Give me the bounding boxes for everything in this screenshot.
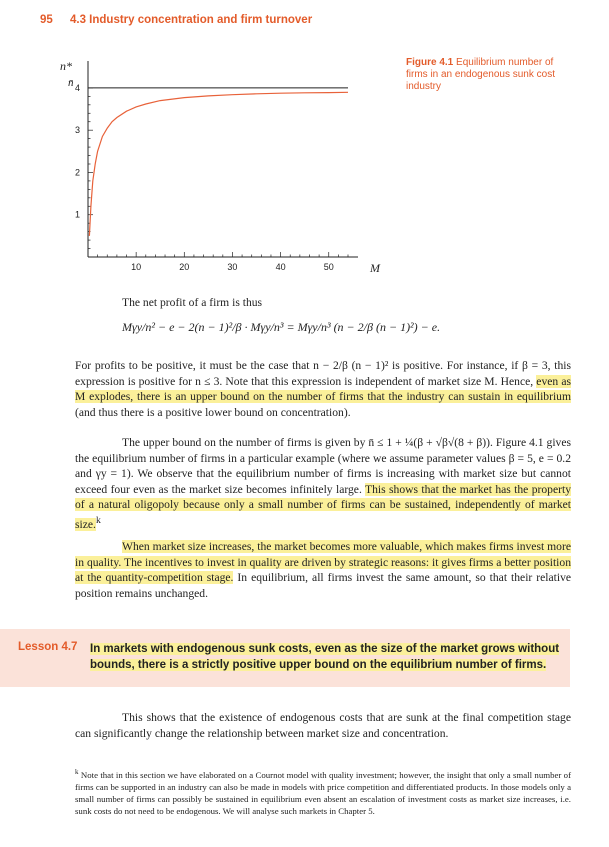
x-axis-label: M	[370, 261, 380, 275]
equilibrium-chart	[55, 56, 395, 278]
intro-paragraph	[75, 295, 571, 311]
intro-text: The net profit of a firm is thus	[122, 296, 263, 309]
y-tick-label: 1	[74, 209, 80, 220]
figure-label: Figure 4.1	[406, 57, 454, 68]
paragraph-4	[75, 710, 571, 741]
p1-text-a: For profits to be positive, it must be the case that n − 2/β (n − 1)² is positive. For instance, if β = 3, this expression is positive for n ≤ 3. Note that this expression is independent of market size M. Hence,	[75, 359, 571, 388]
chart-axes	[60, 59, 381, 275]
footnote-marker: k	[95, 514, 101, 526]
x-tick-label: 20	[179, 262, 190, 272]
x-tick-label: 50	[323, 262, 334, 272]
p1-highlight: even as M explodes, there is an upper bound on the number of firms that the industry can sustain in equilibrium	[75, 374, 571, 404]
chart-marks	[88, 88, 348, 236]
p2-highlight: This shows that the market has the property of a natural oligopoly because only a small number of firms can be sustained, independently of market size.	[75, 482, 571, 531]
paragraph-3	[75, 539, 571, 601]
y-tick-label: 3	[74, 125, 80, 136]
p2-text-a: The upper bound on the number of firms is given by n̄ ≤ 1 + ¼(β + √β√(8 + β)). Figure 4.1 gives the equilibrium number of firms in a particular example (where we assume parameter values β = 5, e = 0.2 and γy = 1). We observe that the equilibrium number of firms is increasing with market size but cannot exceed four even as the market size becomes infinitely large.	[75, 436, 571, 496]
x-tick-label: 30	[227, 262, 238, 272]
section-title: 4.3 Industry concentration and firm turnover	[70, 14, 313, 26]
p1-text-b: (and thus there is a positive lower bound on concentration).	[75, 405, 351, 419]
profit-equation: Mγy/n² − e − 2(n − 1)²/β · Mγy/n³ = Mγy/n³ (n − 2/β (n − 1)²) − e.	[122, 320, 441, 334]
footnote-sup: k	[75, 768, 79, 776]
p4-text: This shows that the existence of endogenous costs that are sunk at the final competition stage can significantly change the relationship between market size and concentration.	[75, 711, 571, 740]
running-header	[40, 14, 312, 26]
footnote	[75, 766, 571, 817]
figure-caption	[406, 57, 576, 93]
y-tick-label: 2	[74, 167, 80, 178]
nbar-label: n̄	[68, 76, 74, 89]
lesson-text-wrap	[90, 641, 560, 673]
figure-caption-text: Equilibrium number of firms in an endogenous sunk cost industry	[406, 57, 555, 92]
p3-text-b: In equilibrium, all firms invest the same amount, so that their relative position remains unchanged.	[75, 571, 572, 600]
lesson-text: In markets with endogenous sunk costs, even as the size of the market grows without bounds, there is a strictly positive upper bound on the equilibrium number of firms.	[90, 643, 560, 671]
paragraph-2	[75, 435, 571, 532]
equilibrium-curve	[89, 92, 348, 236]
page-number: 95	[40, 14, 53, 26]
p3-highlight: When market size increases, the market becomes more valuable, which makes firms invest more in quality. The incentives to invest in quality are driven by strategic reasons: it gives firms a better position at the quantity-competition stage.	[75, 540, 571, 585]
y-tick-label: 4	[74, 82, 80, 93]
paragraph-1	[75, 358, 571, 420]
lesson-label: Lesson 4.7	[18, 641, 78, 653]
x-tick-label: 40	[275, 262, 286, 272]
footnote-text: Note that in this section we have elaborated on a Cournot model with quality investment; however, the insight that only a small number of firms can be supported in an industry can also be made in models with price competition and differentiated products. In those models only a small number of firms can possibly be sustained in equilibrium even absent an escalation of investment costs as market size increases, i.e. sunk costs do not need to be endogenous. We will analyse such markets in Chapter 5.	[75, 769, 571, 816]
lesson-box	[0, 629, 570, 687]
y-axis-label: n*	[60, 59, 72, 73]
x-tick-label: 10	[131, 262, 142, 272]
